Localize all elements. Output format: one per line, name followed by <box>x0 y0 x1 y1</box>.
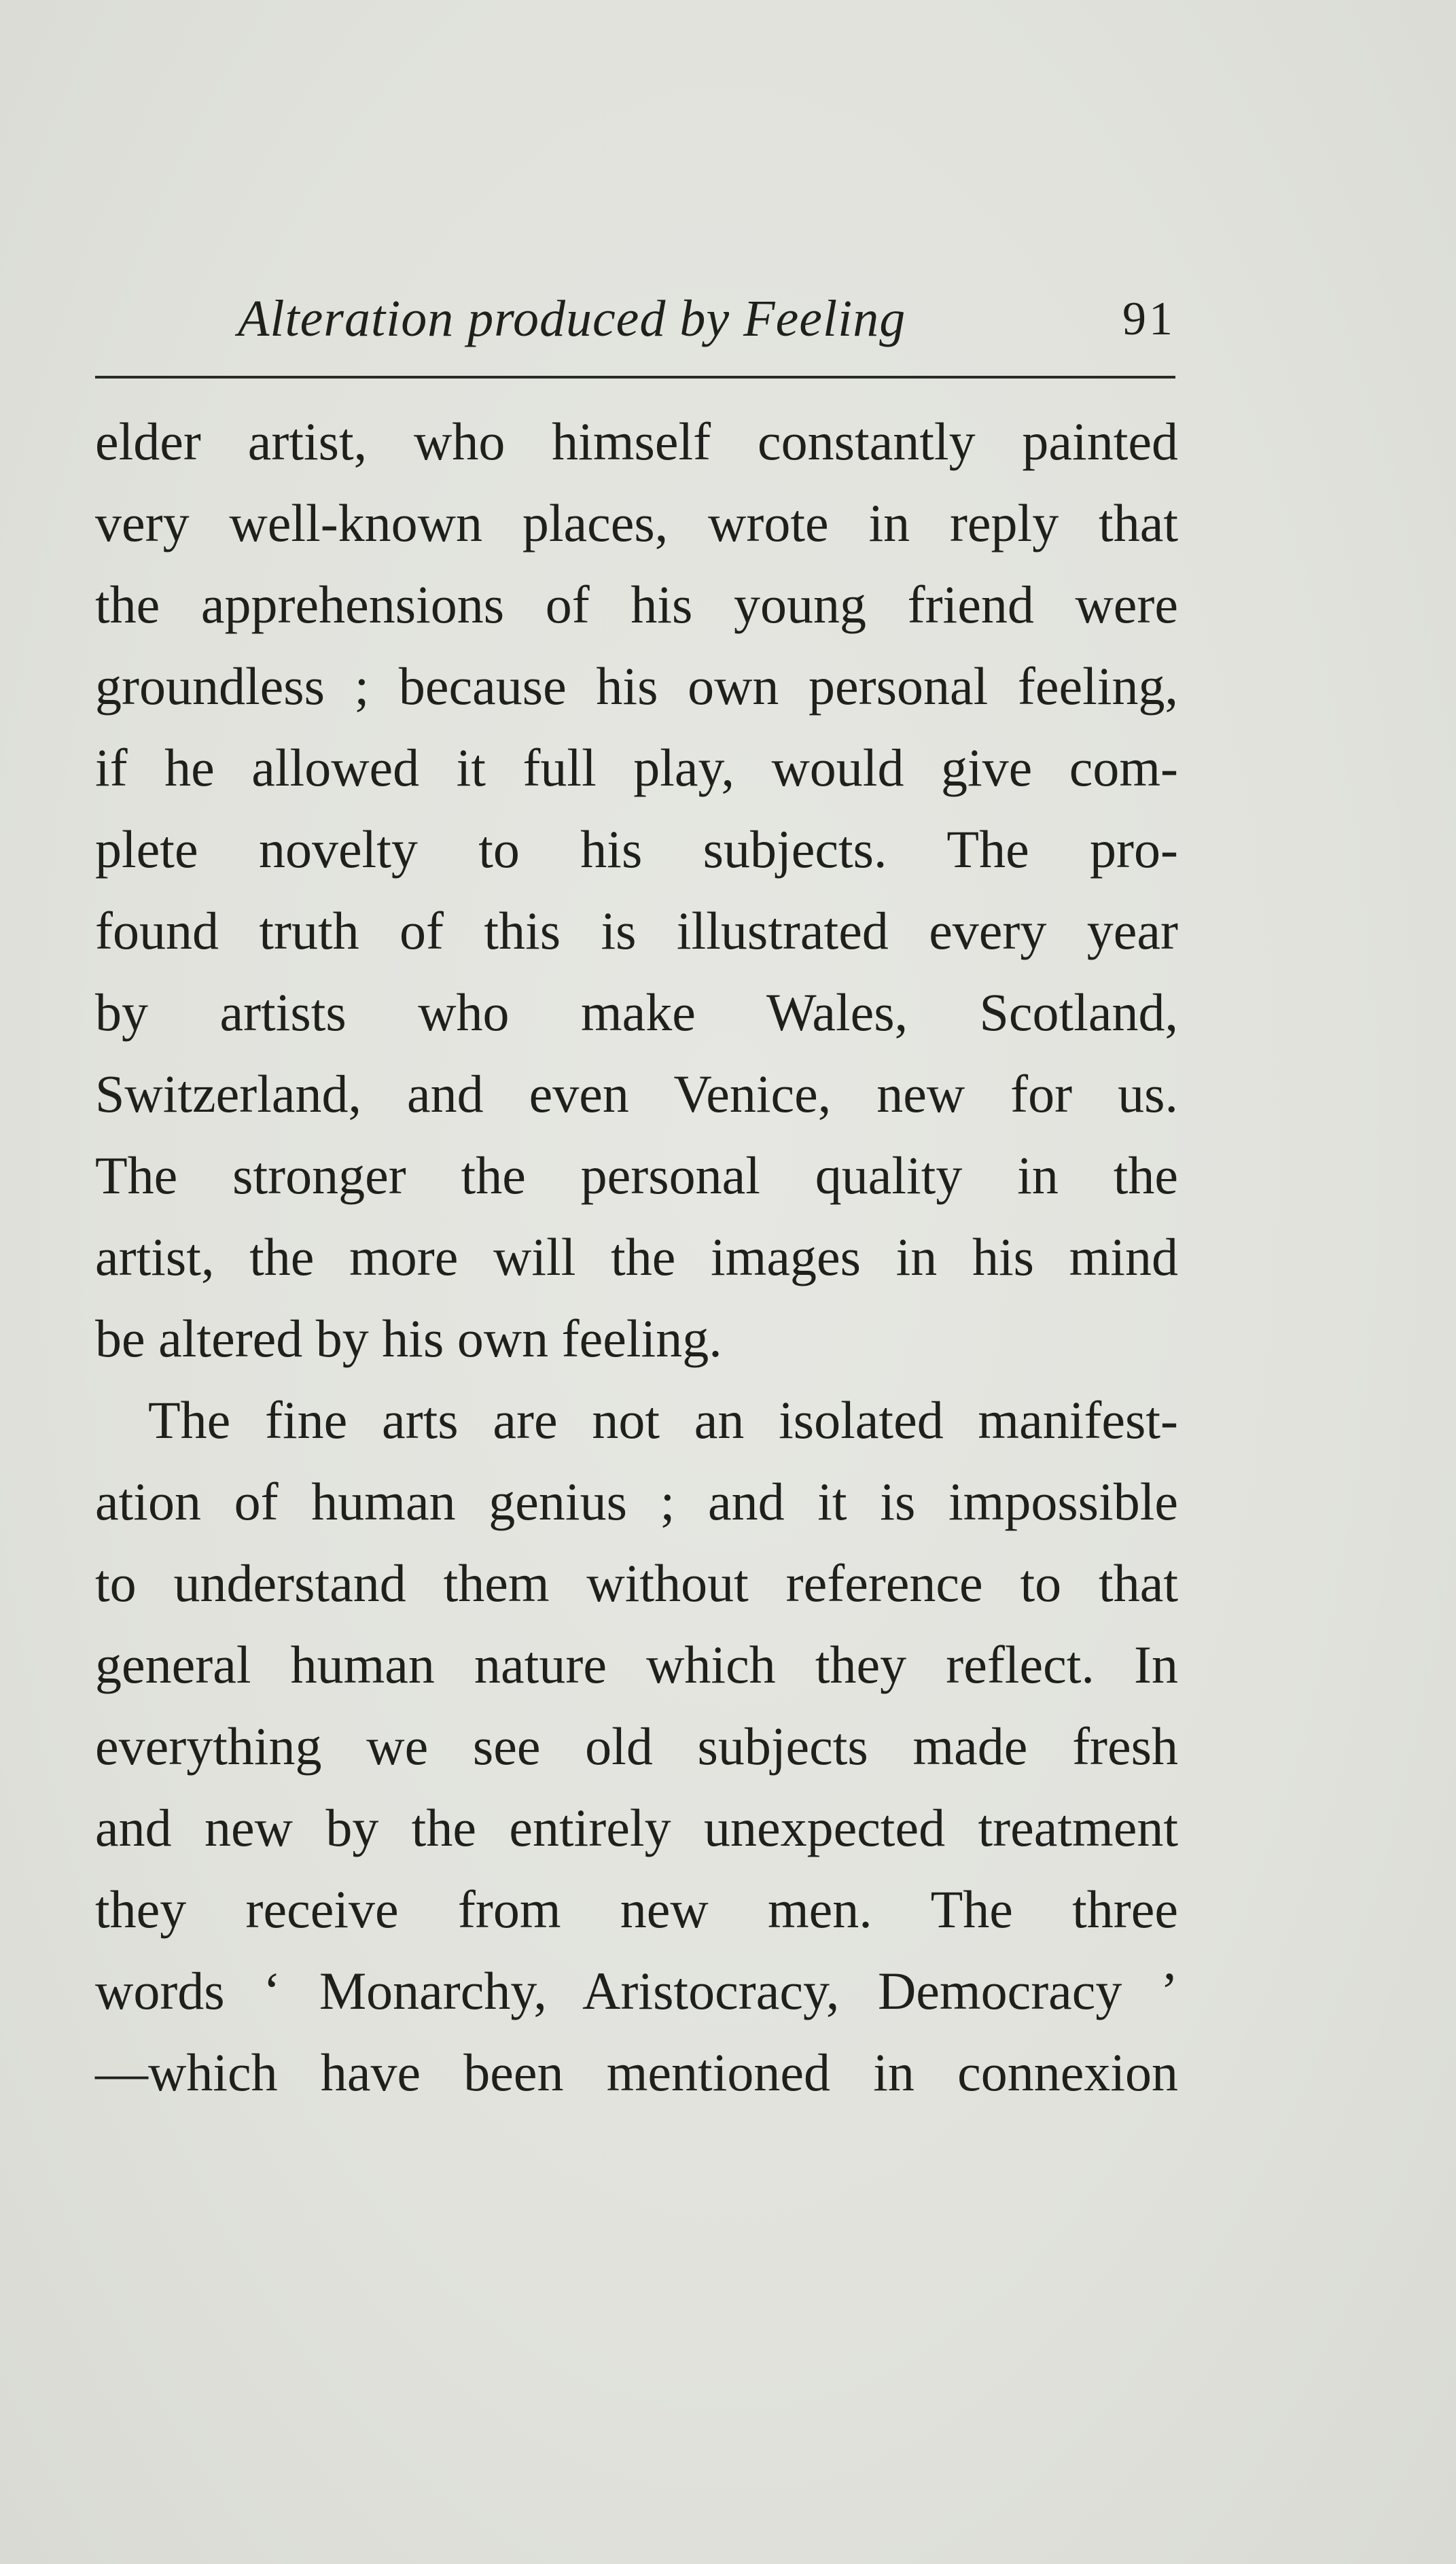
text-line: words ‘ Monarchy, Aristocracy, Democracy ’ <box>95 1961 1178 2020</box>
text-line: ation of human genius ; and it is impossible <box>95 1472 1178 1531</box>
text-line: elder artist, who himself constantly painted <box>95 412 1178 471</box>
text-line: to understand them without reference to that <box>95 1553 1178 1613</box>
text-line: general human nature which they reflect. In <box>95 1635 1178 1694</box>
text-line: be altered by his own feeling. <box>95 1309 722 1368</box>
text-line: The stronger the personal quality in the <box>95 1146 1178 1205</box>
text-line: artist, the more will the images in his mind <box>95 1227 1178 1286</box>
page-header <box>95 285 1175 347</box>
text-line: they receive from new men. The three <box>95 1880 1178 1939</box>
text-line: The fine arts are not an isolated manifest- <box>148 1390 1178 1450</box>
page-number: 91 <box>1122 293 1175 345</box>
text-line: Switzerland, and even Venice, new for us. <box>95 1064 1178 1123</box>
running-title: Alteration produced by Feeling <box>238 290 906 347</box>
text-line: the apprehensions of his young friend were <box>95 575 1178 634</box>
text-line: groundless ; because his own personal feeling, <box>95 656 1178 716</box>
text-line: by artists who make Wales, Scotland, <box>95 983 1178 1042</box>
body-text <box>95 401 1178 2113</box>
text-line: found truth of this is illustrated every year <box>95 901 1178 960</box>
text-line: —which have been mentioned in connexion <box>95 2043 1178 2102</box>
text-line: plete novelty to his subjects. The pro- <box>95 820 1178 879</box>
header-rule <box>95 376 1175 379</box>
text-line: very well-known places, wrote in reply that <box>95 493 1178 552</box>
text-line: if he allowed it full play, would give com- <box>95 738 1178 797</box>
text-line: and new by the entirely unexpected treatment <box>95 1798 1178 1857</box>
text-line: everything we see old subjects made fresh <box>95 1717 1178 1776</box>
